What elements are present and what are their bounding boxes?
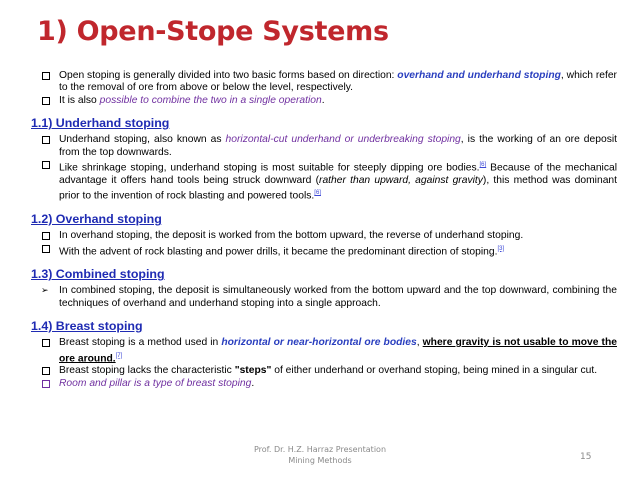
footer-credit [220, 444, 420, 466]
footer-line-1: Prof. Dr. H.Z. Harraz Presentation [253, 445, 387, 454]
heading-underhand-stoping: 1.1) Underhand stoping [31, 116, 170, 131]
text: . [321, 94, 325, 106]
emphasis: rather than upward, against gravity [319, 174, 483, 186]
citation-link[interactable]: [6] [314, 190, 321, 197]
emphasis: Room and pillar is a type of breast stoping [59, 377, 252, 389]
breast-bullet-3 [39, 378, 617, 390]
text: , which refer to the removal of ore from above or below the level, respectively. [59, 70, 617, 94]
overhand-bullet-1 [39, 230, 617, 242]
underhand-bullet-2 [39, 159, 617, 203]
page-number: 15 [580, 452, 592, 462]
text: Breast stoping is a method used in [59, 337, 222, 349]
heading-combined-stoping: 1.3) Combined stoping [31, 267, 165, 282]
intro-bullet-1 [39, 70, 617, 95]
text: In combined stoping, the deposit is simultaneously worked from the bottom upward and the top downward, combining the techniques of overhand and underhand stoping into a single approach. [59, 285, 617, 309]
text: It is also [59, 94, 100, 106]
emphasis-bold: where gravity is not usable to move the ore around. [59, 337, 617, 364]
heading-breast-stoping: 1.4) Breast stoping [31, 319, 143, 334]
citation-link[interactable]: [7] [115, 352, 123, 359]
emphasis: horizontal-cut underhand or underbreaking stoping [225, 134, 461, 146]
emphasis-bold: "steps" [234, 365, 272, 377]
emphasis: possible to combine the two in a single operation [99, 94, 322, 106]
emphasis: horizontal or near-horizontal ore bodies [221, 337, 417, 349]
heading-overhand-stoping: 1.2) Overhand stoping [31, 212, 162, 227]
footer-line-2: Mining Methods [288, 456, 352, 465]
text: , [416, 337, 423, 349]
underhand-bullet-1 [39, 134, 617, 159]
text: With the advent of rock blasting and power drills, it became the predominant direction of stoping. [59, 245, 498, 257]
text: , is the working of an ore deposit from the top downwards. [59, 134, 617, 158]
breast-bullet-2 [39, 365, 617, 377]
intro-bullet-2 [39, 95, 617, 107]
combined-bullet-1 [39, 285, 617, 310]
slide-title: 1) Open-Stope Systems [37, 16, 389, 47]
text: of either underhand or overhand stoping, being mined in a singular cut. [271, 365, 598, 377]
citation-link[interactable]: [3] [497, 245, 505, 252]
text: . [251, 377, 255, 389]
citation-link[interactable]: [6] [479, 162, 487, 169]
text: Underhand stoping, also known as [59, 134, 226, 146]
breast-bullet-1 [39, 337, 617, 365]
emphasis: overhand and underhand stoping [397, 70, 561, 81]
slide-content [31, 70, 618, 390]
text: ), this method was dominant prior to the invention of rock blasting and powered tools. [59, 174, 618, 202]
text: Breast stoping lacks the characteristic [59, 365, 235, 377]
text: Open stoping is generally divided into two basic forms based on direction: [59, 70, 398, 81]
overhand-bullet-2 [39, 243, 617, 259]
text: Like shrinkage stoping, underhand stoping is most suitable for steeply dipping ore bodies. [59, 162, 480, 174]
text: In overhand stoping, the deposit is worked from the bottom upward, the reverse of underhand stoping. [59, 230, 524, 242]
text: Because of the mechanical advantage it offers hand tools being struck downward ( [59, 162, 618, 186]
